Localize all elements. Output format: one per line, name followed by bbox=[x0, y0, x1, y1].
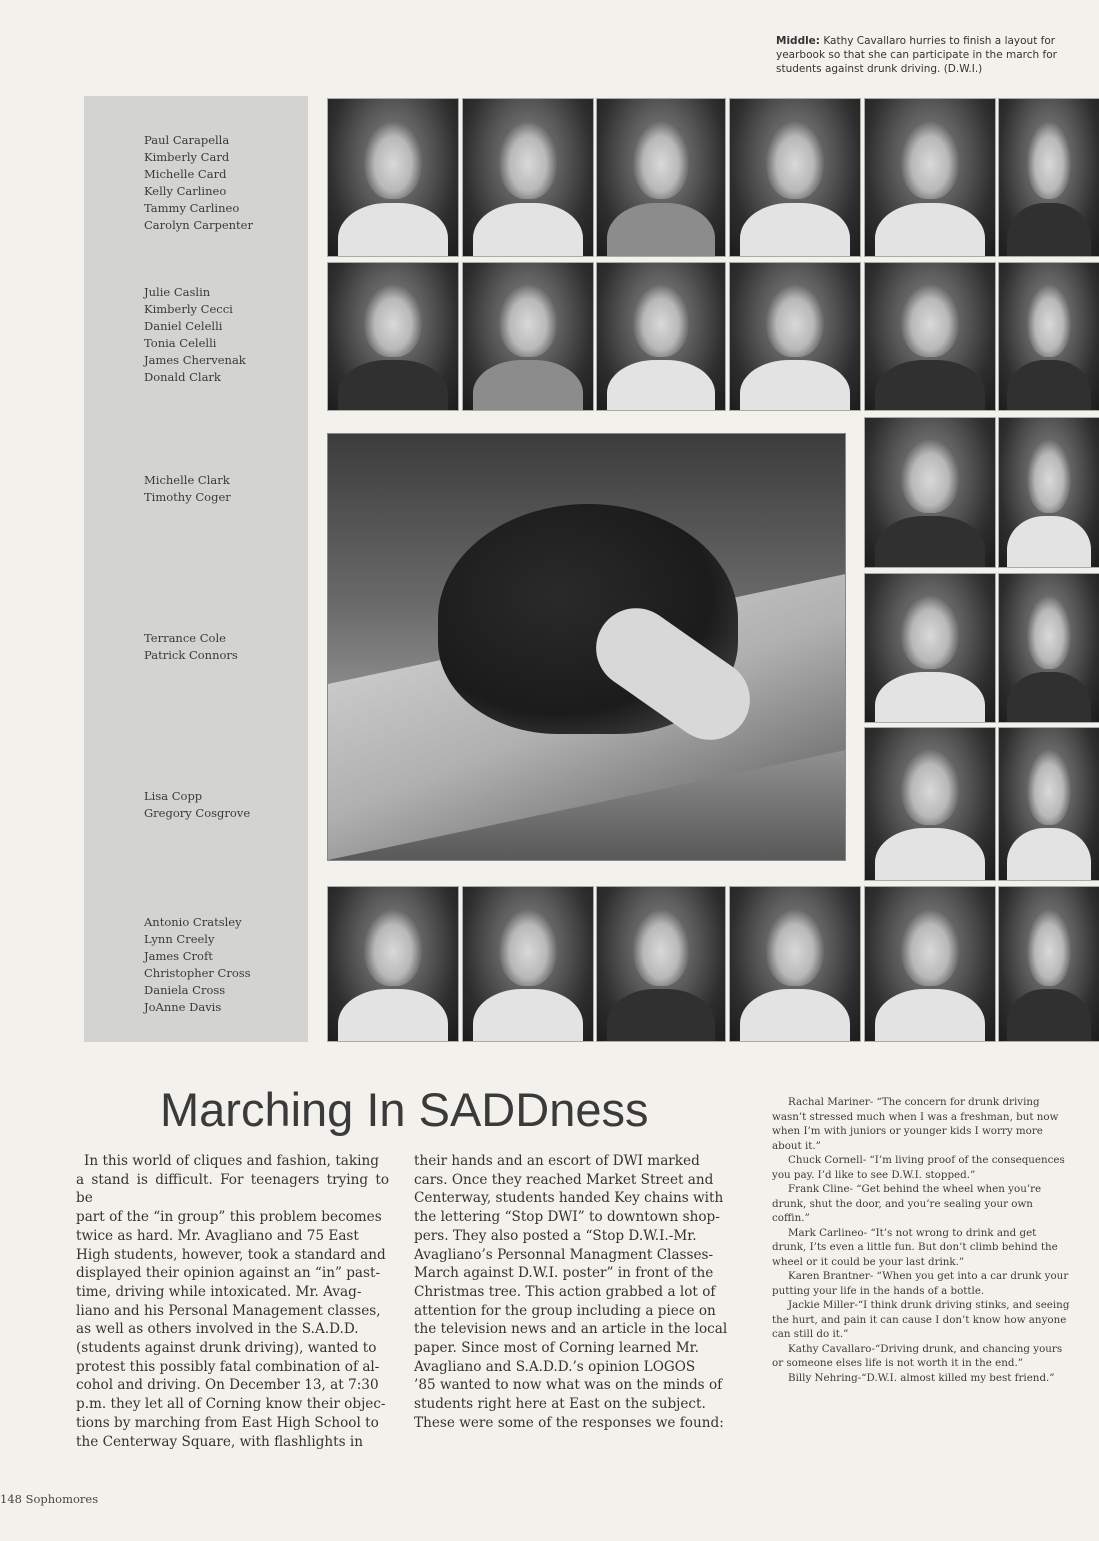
body-line: These were some of the responses we found: bbox=[414, 1414, 724, 1431]
student-portrait bbox=[729, 98, 861, 257]
article-column-1 bbox=[76, 1152, 389, 1451]
student-name: Julie Caslin bbox=[144, 285, 211, 299]
name-group bbox=[144, 132, 253, 234]
student-name: Lynn Creely bbox=[144, 932, 215, 946]
student-name: Kelly Carlineo bbox=[144, 184, 227, 198]
body-line: (students against drunk driving), wanted to bbox=[76, 1340, 377, 1357]
student-portrait bbox=[462, 98, 594, 257]
body-line: High students, however, took a standard and bbox=[76, 1246, 386, 1263]
feature-photo bbox=[327, 433, 846, 861]
body-line: March against D.W.I. poster” in front of the bbox=[414, 1265, 714, 1282]
quote-line: the hurt, and pain it can cause I don’t know how anyone bbox=[772, 1313, 1067, 1326]
student-portrait bbox=[596, 262, 726, 411]
student-name: Carolyn Carpenter bbox=[144, 218, 253, 232]
page-folio: 148 Sophomores bbox=[0, 1492, 99, 1506]
student-name: Kimberly Card bbox=[144, 150, 230, 164]
body-line: their hands and an escort of DWI marked bbox=[414, 1153, 700, 1169]
quote-line: or someone elses life is not worth it in the end.” bbox=[772, 1357, 1023, 1369]
student-portrait bbox=[729, 262, 861, 411]
quote bbox=[772, 1298, 1099, 1342]
body-line: liano and his Personal Management classes, bbox=[76, 1302, 381, 1319]
quote bbox=[772, 1182, 1099, 1226]
quote-line: Chuck Cornell- “I’m living proof of the consequences bbox=[788, 1154, 1065, 1166]
body-line: students right here at East on the subject. bbox=[414, 1396, 706, 1413]
body-line: protest this possibly fatal combination of al- bbox=[76, 1358, 380, 1375]
name-group bbox=[144, 284, 246, 386]
body-line: the television news and an article in the local bbox=[414, 1321, 728, 1338]
student-name: Tonia Celelli bbox=[144, 336, 217, 350]
student-portrait bbox=[864, 727, 996, 881]
quote-line: drunk, I’ts even a little fun. But don’t climb behind the bbox=[772, 1241, 1058, 1253]
body-line: Christmas tree. This action grabbed a lot of bbox=[414, 1283, 716, 1300]
quote-line: Frank Cline- “Get behind the wheel when you’re bbox=[788, 1183, 1042, 1195]
quote-line: Jackie Miller-“I think drunk driving stinks, and seeing bbox=[788, 1299, 1070, 1311]
student-portrait bbox=[462, 886, 594, 1042]
student-name: Donald Clark bbox=[144, 370, 221, 384]
name-group bbox=[144, 630, 238, 664]
body-line: tions by marching from East High School to bbox=[76, 1414, 379, 1431]
caption-line: yearbook so that she can participate in the march for bbox=[776, 49, 1057, 61]
quote-line: Karen Brantner- “When you get into a car drunk your bbox=[788, 1270, 1069, 1282]
body-line: ’85 wanted to now what was on the minds of bbox=[414, 1377, 723, 1394]
student-name: James Chervenak bbox=[144, 353, 246, 367]
body-line: In this world of cliques and fashion, taking bbox=[84, 1153, 379, 1169]
name-group bbox=[144, 914, 251, 1016]
quote-line: Kathy Cavallaro-“Driving drunk, and chancing yours bbox=[788, 1342, 1063, 1355]
body-line: part of the “in group” this problem becomes bbox=[76, 1209, 382, 1226]
body-line: p.m. they let all of Corning know their objec- bbox=[76, 1396, 386, 1413]
student-portrait bbox=[998, 98, 1099, 257]
student-portrait bbox=[596, 98, 726, 257]
body-line: displayed their opinion against an “in” past- bbox=[76, 1265, 381, 1282]
article-headline: Marching In SADDness bbox=[160, 1083, 649, 1136]
student-portrait bbox=[864, 417, 996, 568]
body-line: paper. Since most of Corning learned Mr. bbox=[414, 1340, 699, 1357]
student-name: James Croft bbox=[144, 949, 213, 963]
body-line: Avagliano’s Personnal Managment Classes- bbox=[414, 1246, 714, 1263]
student-name: Paul Carapella bbox=[144, 133, 230, 147]
student-name: Daniela Cross bbox=[144, 983, 226, 997]
name-group bbox=[144, 788, 250, 822]
student-portrait bbox=[998, 262, 1099, 411]
student-name: JoAnne Davis bbox=[144, 1000, 222, 1014]
student-name: Timothy Coger bbox=[144, 490, 231, 504]
quote bbox=[772, 1095, 1099, 1153]
student-name: Patrick Connors bbox=[144, 648, 238, 662]
names-panel bbox=[84, 96, 308, 1042]
student-portrait bbox=[998, 886, 1099, 1042]
student-name: Daniel Celelli bbox=[144, 319, 223, 333]
student-portrait bbox=[864, 262, 996, 411]
body-line: as well as others involved in the S.A.D.D. bbox=[76, 1321, 359, 1338]
student-portrait bbox=[729, 886, 861, 1042]
body-line: the Centerway Square, with flashlights in bbox=[76, 1433, 364, 1450]
student-portrait bbox=[327, 98, 459, 257]
student-name: Tammy Carlineo bbox=[144, 201, 240, 215]
student-portrait bbox=[462, 262, 594, 411]
quote-line: wasn’t stressed much when I was a freshman, but now bbox=[772, 1110, 1059, 1123]
quote-line: when I’m with juniors or younger kids I worry more bbox=[772, 1125, 1043, 1137]
quote-line: coffin.” bbox=[772, 1212, 810, 1224]
caption-line: students against drunk driving. (D.W.I.) bbox=[776, 63, 983, 75]
body-line: cohol and driving. On December 13, at 7:30 bbox=[76, 1377, 379, 1394]
quote-line: about it.” bbox=[772, 1139, 821, 1152]
quote bbox=[772, 1371, 1099, 1386]
student-portrait bbox=[327, 262, 459, 411]
student-portrait bbox=[864, 98, 996, 257]
quote bbox=[772, 1226, 1099, 1270]
student-portrait bbox=[864, 573, 996, 723]
body-line: Avagliano and S.A.D.D.’s opinion LOGOS bbox=[414, 1358, 696, 1375]
quote-line: drunk, shut the door, and you’re sealing your own bbox=[772, 1197, 1033, 1210]
caption-line: Kathy Cavallaro hurries to finish a layout for bbox=[820, 35, 1056, 47]
student-portrait bbox=[327, 886, 459, 1042]
quote-line: Billy Nehring-“D.W.I. almost killed my best friend.” bbox=[788, 1371, 1055, 1384]
quote-line: you pay. I’d like to see D.W.I. stopped.” bbox=[772, 1168, 976, 1181]
student-portrait bbox=[998, 573, 1099, 723]
student-name: Lisa Copp bbox=[144, 789, 203, 803]
quote-line: can still do it.” bbox=[772, 1328, 849, 1340]
body-line: cars. Once they reached Market Street and bbox=[414, 1171, 714, 1188]
body-line: the lettering “Stop DWI” to downtown shop- bbox=[414, 1209, 720, 1226]
student-name: Michelle Clark bbox=[144, 473, 230, 487]
student-name: Gregory Cosgrove bbox=[144, 806, 251, 820]
student-portrait bbox=[998, 727, 1099, 881]
photo-caption bbox=[776, 34, 1099, 76]
body-line: time, driving while intoxicated. Mr. Avag- bbox=[76, 1283, 362, 1300]
body-line: pers. They also posted a “Stop D.W.I.-Mr. bbox=[414, 1227, 697, 1244]
name-group bbox=[144, 472, 231, 506]
student-name: Christopher Cross bbox=[144, 966, 251, 980]
quote-line: Rachal Mariner- “The concern for drunk driving bbox=[788, 1096, 1040, 1108]
student-quotes bbox=[772, 1095, 1099, 1385]
body-line: twice as hard. Mr. Avagliano and 75 East bbox=[76, 1227, 359, 1244]
student-name: Antonio Cratsley bbox=[144, 915, 242, 929]
body-line: Centerway, students handed Key chains with bbox=[414, 1190, 724, 1207]
quote bbox=[772, 1153, 1099, 1182]
quote bbox=[772, 1342, 1099, 1371]
body-line: a stand is difficult. For teenagers trying to be bbox=[76, 1171, 389, 1207]
article-column-2 bbox=[414, 1152, 748, 1433]
student-name: Kimberly Cecci bbox=[144, 302, 233, 316]
student-portrait bbox=[998, 417, 1099, 568]
quote-line: Mark Carlineo- “It’s not wrong to drink and get bbox=[788, 1226, 1037, 1239]
student-portrait bbox=[864, 886, 996, 1042]
quote-line: wheel or it could be your last drink.” bbox=[772, 1255, 965, 1268]
student-portrait bbox=[596, 886, 726, 1042]
caption-label: Middle: bbox=[776, 35, 820, 47]
body-line: attention for the group including a piece on bbox=[414, 1302, 716, 1319]
quote-line: putting your life in the hands of a bottle. bbox=[772, 1284, 985, 1297]
student-name: Michelle Card bbox=[144, 167, 227, 181]
student-name: Terrance Cole bbox=[144, 631, 226, 645]
quote bbox=[772, 1269, 1099, 1298]
